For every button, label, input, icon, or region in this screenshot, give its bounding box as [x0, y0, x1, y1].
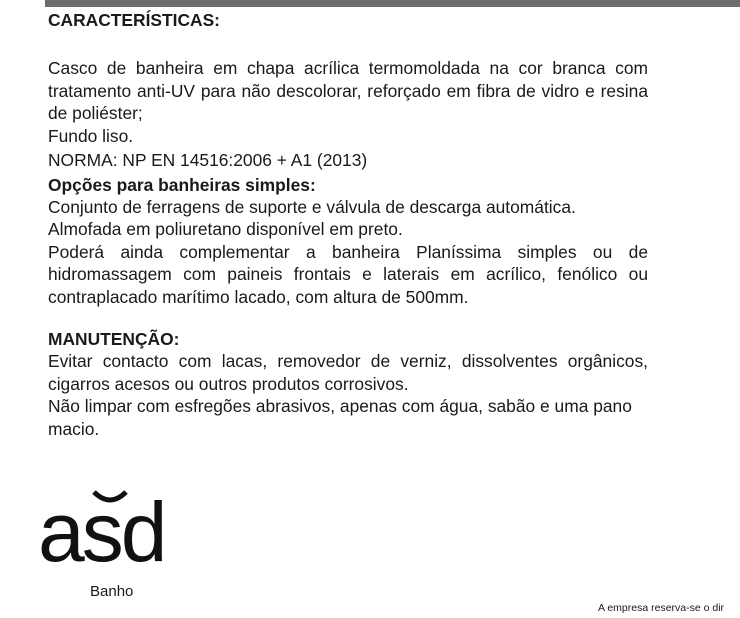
manutencao-line-evitar: Evitar contacto com lacas, removedor de verniz, dissolventes orgânicos, cigarros acesos ou outros produtos corrosivos. — [48, 351, 648, 394]
manutencao-line-limpar: Não limpar com esfregões abrasivos, apenas com água, sabão e uma pano macio. — [48, 396, 632, 439]
caracteristicas-fundo: Fundo liso. — [48, 125, 134, 146]
asd-banho-logo — [38, 485, 198, 600]
opcoes-line-ferragens: Conjunto de ferragens de suporte e válvula de descarga automática. — [48, 196, 576, 217]
logo-smile-icon — [38, 490, 198, 530]
opcoes-line-paineis: Poderá ainda complementar a banheira Planíssima simples ou de hidromassagem com paineis frontais e laterais em acrílico, fenólico ou contraplacado marítimo lacado, com altura de 500mm. — [48, 241, 648, 307]
logo-subtitle: Banho — [90, 583, 134, 600]
norma-text: NORMA: NP EN 14516:2006 + A1 (2013) — [48, 150, 368, 170]
manutencao-heading: MANUTENÇÃO: — [48, 329, 180, 349]
document-body — [48, 9, 648, 440]
footer-note: A empresa reserva-se o dir — [598, 602, 725, 614]
opcoes-line-almofada: Almofada em poliuretano disponível em preto. — [48, 219, 403, 239]
top-divider-bar — [45, 0, 740, 7]
opcoes-heading: Opções para banheiras simples: — [48, 174, 316, 195]
logo-wordmark: asd — [38, 485, 165, 579]
caracteristicas-description: Casco de banheira em chapa acrílica termomoldada na cor branca com tratamento anti-UV para não descolorar, reforçado em fibra de vidro e resina de poliéster; — [48, 58, 648, 123]
caracteristicas-heading: CARACTERÍSTICAS: — [48, 10, 220, 30]
